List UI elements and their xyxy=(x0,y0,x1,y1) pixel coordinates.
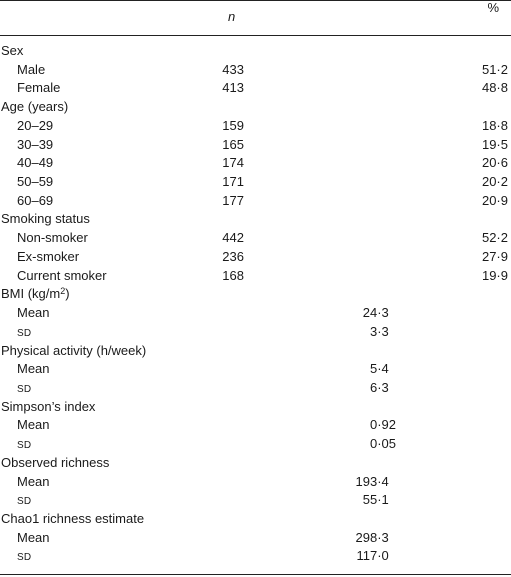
row-label: 20–29 xyxy=(17,117,54,133)
section-label: Observed richness xyxy=(1,454,110,470)
count-cell: 442 xyxy=(222,230,244,246)
table-row xyxy=(0,529,511,548)
count-cell: 236 xyxy=(222,248,244,264)
count-cell: 165 xyxy=(222,136,244,152)
statistic-cell: 6·3 xyxy=(369,379,389,395)
row-label: 60–69 xyxy=(17,192,54,208)
section-heading-row xyxy=(0,342,511,361)
section-label: Physical activity (h/week) xyxy=(1,342,147,358)
table-row xyxy=(0,117,511,136)
row-label: 50–59 xyxy=(17,174,54,190)
section-heading-row xyxy=(0,42,511,61)
statistic-cell: 0·92 xyxy=(369,417,396,433)
table-body xyxy=(0,42,511,566)
row-label: Current smoker xyxy=(17,267,107,283)
section-label: Simpson’s index xyxy=(1,398,96,414)
row-label: Mean xyxy=(17,473,50,489)
table-row xyxy=(0,416,511,435)
section-heading-row xyxy=(0,285,511,304)
table-row xyxy=(0,473,511,492)
statistic-cell: 24·3 xyxy=(362,305,389,321)
column-header-percent: % xyxy=(487,0,499,15)
top-rule xyxy=(0,0,511,1)
count-cell: 177 xyxy=(222,192,244,208)
table-row xyxy=(0,360,511,379)
count-cell: 159 xyxy=(222,117,244,133)
table-row xyxy=(0,547,511,566)
table-row xyxy=(0,61,511,80)
table-row xyxy=(0,229,511,248)
table-row xyxy=(0,304,511,323)
percent-cell: 20·6 xyxy=(481,155,508,171)
bottom-rule xyxy=(0,574,511,575)
section-heading-row xyxy=(0,398,511,417)
section-heading-row xyxy=(0,454,511,473)
percent-cell: 19·9 xyxy=(481,267,508,283)
percent-cell: 20·2 xyxy=(481,174,508,190)
row-label: Mean xyxy=(17,305,50,321)
percent-cell: 48·8 xyxy=(481,80,508,96)
statistic-cell: 0·05 xyxy=(369,436,396,452)
count-cell: 433 xyxy=(222,61,244,77)
section-label: Sex xyxy=(1,43,24,58)
section-label: Smoking status xyxy=(1,211,90,227)
count-cell: 413 xyxy=(222,80,244,96)
row-label: Mean xyxy=(17,417,50,433)
table-row xyxy=(0,379,511,398)
table-row xyxy=(0,173,511,192)
table-row xyxy=(0,136,511,155)
section-heading-row xyxy=(0,210,511,229)
statistic-cell: 298·3 xyxy=(355,529,389,545)
row-label: SD xyxy=(17,383,32,395)
statistic-cell: 117·0 xyxy=(356,548,389,564)
table-row xyxy=(0,267,511,286)
section-label: Age (years) xyxy=(1,99,69,115)
table-row xyxy=(0,192,511,211)
statistic-cell: 55·1 xyxy=(362,492,389,508)
row-label: SD xyxy=(17,552,32,564)
row-label: Male xyxy=(17,61,46,77)
row-label: Non-smoker xyxy=(17,230,88,246)
row-label: Mean xyxy=(17,529,50,545)
section-heading-row xyxy=(0,98,511,117)
table-row xyxy=(0,79,511,98)
section-label: Chao1 richness estimate xyxy=(1,510,145,526)
section-label: BMI $(kg/m^2)$ xyxy=(1,286,70,302)
row-label: 30–39 xyxy=(17,136,54,152)
section-heading-row xyxy=(0,510,511,529)
count-cell: 168 xyxy=(222,267,244,283)
percent-cell: 27·9 xyxy=(481,248,508,264)
count-cell: 174 xyxy=(222,155,244,171)
row-label: Mean xyxy=(17,361,50,377)
table-row xyxy=(0,435,511,454)
row-label: Female xyxy=(17,80,61,96)
count-cell: 171 xyxy=(222,174,244,190)
percent-cell: 18·8 xyxy=(481,117,508,133)
percent-cell: 19·5 xyxy=(481,136,508,152)
table-row xyxy=(0,491,511,510)
column-header-n: n xyxy=(228,9,236,24)
table-row xyxy=(0,248,511,267)
table-row xyxy=(0,154,511,173)
statistic-cell: 193·4 xyxy=(355,473,389,489)
percent-cell: 20·9 xyxy=(481,192,508,208)
statistic-cell: 3·3 xyxy=(369,323,389,339)
header-rule xyxy=(0,35,511,36)
table-row xyxy=(0,323,511,342)
percent-cell: 52·2 xyxy=(481,230,508,246)
row-label: Ex-smoker xyxy=(17,248,80,264)
percent-cell: 51·2 xyxy=(481,61,508,77)
row-label: 40–49 xyxy=(17,155,54,171)
row-label: SD xyxy=(17,496,32,508)
row-label: SD xyxy=(17,440,32,452)
statistic-cell: 5·4 xyxy=(369,361,389,377)
row-label: SD xyxy=(17,327,32,339)
